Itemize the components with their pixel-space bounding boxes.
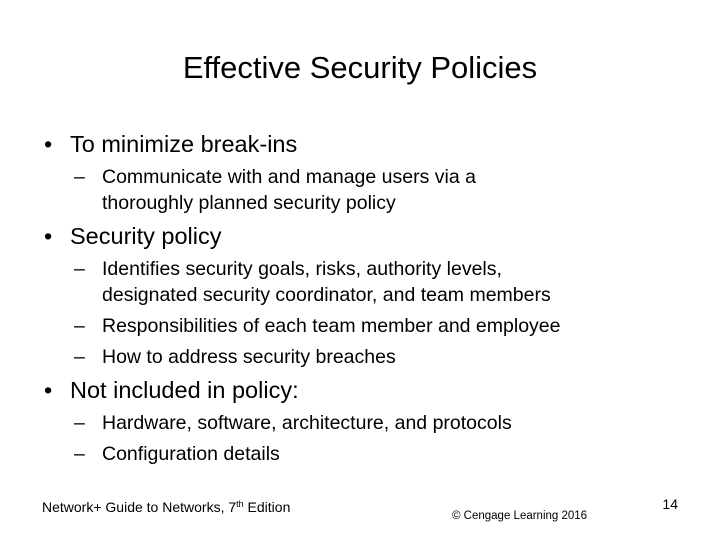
sub-bullet-text: thoroughly planned security policy [102,192,396,214]
sub-bullet-text: Responsibilities of each team member and employee [102,315,561,337]
bullet-item [44,130,298,158]
bullet-text: To minimize break-ins [70,131,298,157]
sub-bullet-marker: – [74,258,85,280]
footer-book-title [42,495,290,516]
sub-bullet-continuation [102,282,551,308]
bullet-marker: • [44,223,53,249]
footer-book-prefix: Network+ Guide to Networks, 7 [42,499,237,515]
sub-bullet-marker: – [74,315,85,337]
slide-number: 14 [662,496,678,512]
sub-bullet-item [74,441,280,467]
footer-copyright: © Cengage Learning 2016 [452,510,588,522]
sub-bullet-marker: – [74,443,85,465]
sub-bullet-text: designated security coordinator, and team members [102,284,551,306]
sub-bullet-item [74,344,396,370]
sub-bullet-text: How to address security breaches [102,346,396,368]
footer-book-superscript: th [236,499,244,509]
sub-bullet-item [74,410,512,436]
sub-bullet-item [74,256,502,282]
bullet-marker: • [44,131,53,157]
sub-bullet-text: Hardware, software, architecture, and protocols [102,412,512,434]
bullet-text: Not included in policy: [70,377,299,403]
bullet-item [44,376,299,404]
sub-bullet-text: Configuration details [102,443,280,465]
sub-bullet-continuation [102,190,396,216]
sub-bullet-marker: – [74,412,85,434]
sub-bullet-text: Communicate with and manage users via a [102,166,476,188]
sub-bullet-item [74,313,561,339]
bullet-text: Security policy [70,223,222,249]
slide-title: Effective Security Policies [182,50,538,85]
sub-bullet-item [74,164,476,190]
footer-book-suffix: Edition [243,499,291,515]
sub-bullet-marker: – [74,166,85,188]
bullet-marker: • [44,377,53,403]
sub-bullet-text: Identifies security goals, risks, authority levels, [102,258,502,280]
bullet-item [44,222,222,250]
sub-bullet-marker: – [74,346,85,368]
